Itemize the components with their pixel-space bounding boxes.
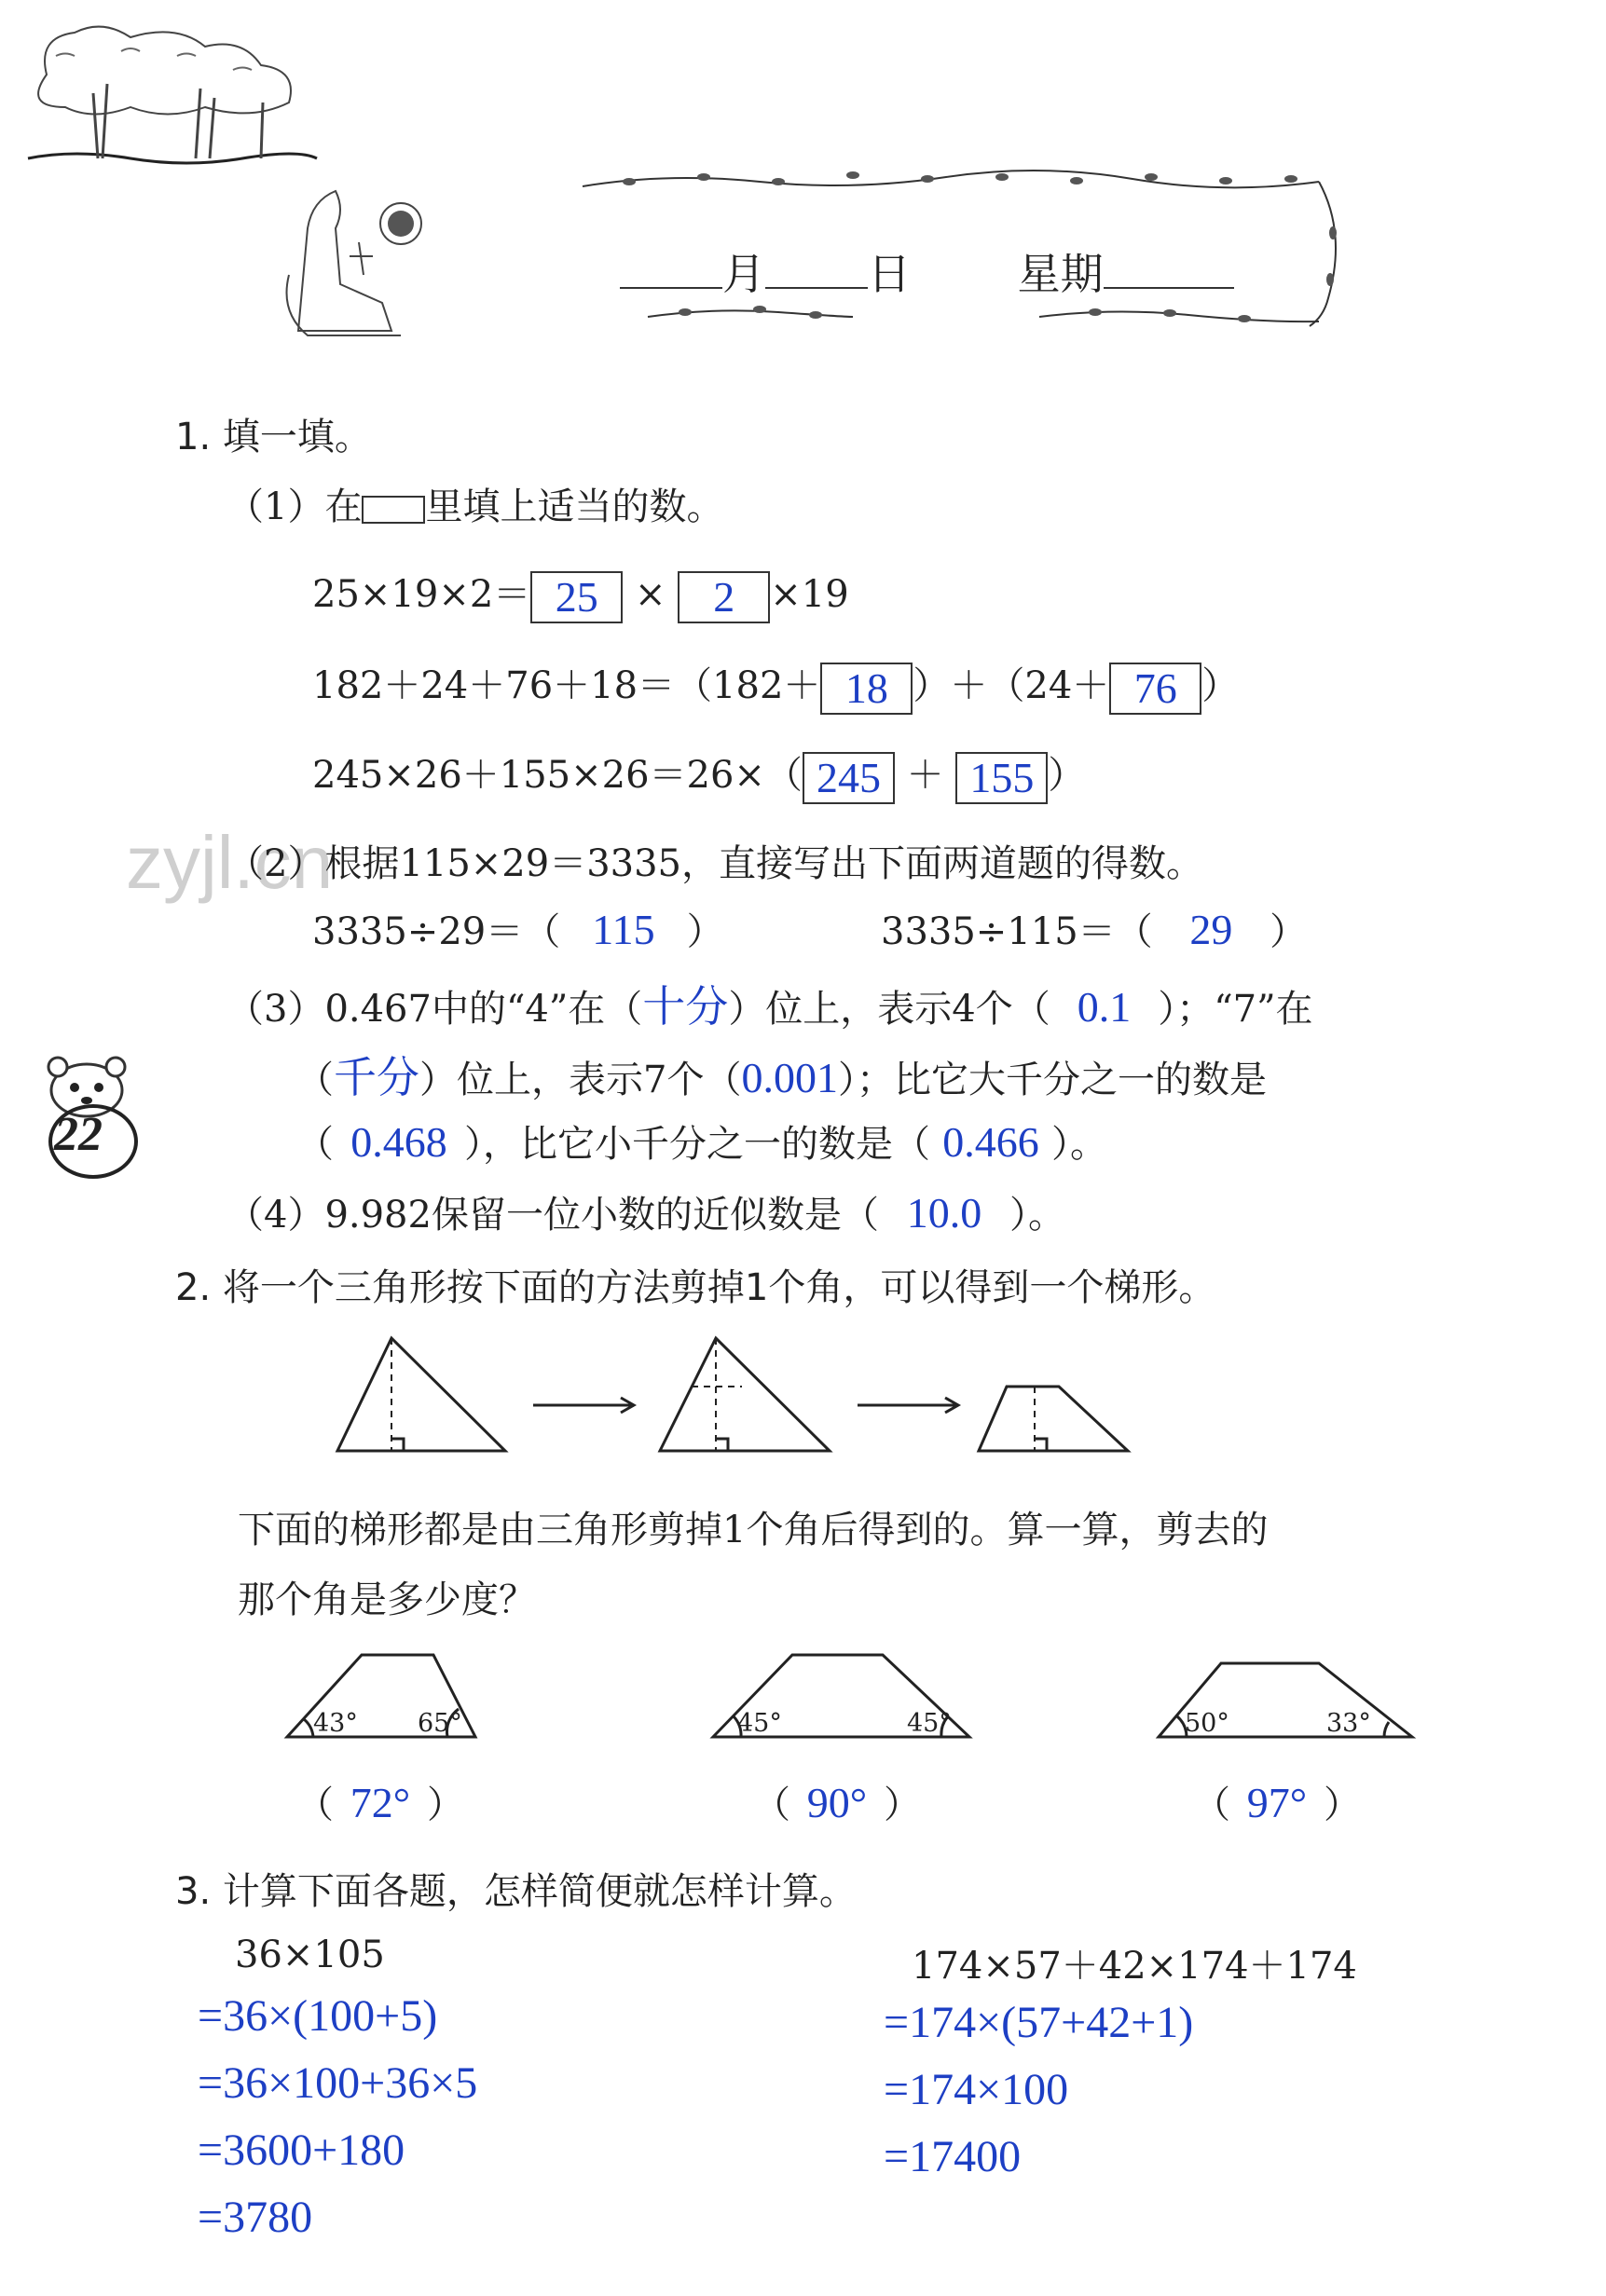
answer-text: 90° bbox=[806, 1779, 868, 1826]
answer-text: 0.466 bbox=[942, 1118, 1039, 1166]
q1-p2-label: （2）根据115×29＝3335，直接写出下面两道题的得数。 bbox=[226, 842, 1204, 885]
angle-label: 43° bbox=[313, 1709, 358, 1738]
q1-p3-line2: （千分）位上，表示7个（0.001）；比它大千分之一的数是 bbox=[296, 1054, 1267, 1101]
weekday-label: 星期 bbox=[1017, 249, 1104, 299]
answer-box[interactable]: 155 bbox=[955, 752, 1048, 804]
q1-p3-line3: （ 0.468 ），比它小千分之一的数是（ 0.466 ）。 bbox=[296, 1118, 1107, 1166]
calc-step: =36×(100+5) bbox=[198, 1991, 438, 2041]
empty-box-icon bbox=[362, 496, 425, 524]
trees-illustration bbox=[19, 19, 317, 177]
answer-text: 115 bbox=[592, 906, 655, 953]
angle-label: 50° bbox=[1185, 1709, 1229, 1738]
q3-left-problem: 36×105 bbox=[235, 1934, 385, 1976]
q2-desc-line1: 下面的梯形都是由三角形剪掉1个角后得到的。算一算，剪去的 bbox=[238, 1509, 1269, 1551]
giraffe-illustration bbox=[270, 172, 438, 340]
q1-p4: （4）9.982保留一位小数的近似数是（ 10.0 ）。 bbox=[226, 1189, 1065, 1237]
q1-eq1: 25×19×2＝ 25 × 2 ×19 bbox=[312, 565, 849, 623]
q1-eq2: 182＋24＋76＋18＝（182＋ 18 ）＋（24＋ 76 ） bbox=[312, 656, 1239, 715]
answer-box[interactable]: 18 bbox=[820, 663, 913, 715]
q1-p2-right: 3335÷115＝（ 29 ） bbox=[881, 906, 1308, 953]
q2-desc-line2: 那个角是多少度？ bbox=[238, 1578, 536, 1621]
answer-text: 10.0 bbox=[906, 1189, 982, 1237]
calc-step: =3780 bbox=[198, 2193, 313, 2242]
angle-label: 45° bbox=[737, 1709, 782, 1738]
answer-text: 0.001 bbox=[741, 1054, 838, 1101]
trapezoid-2 bbox=[704, 1649, 974, 1742]
q3-title: 3. 计算下面各题，怎样简便就怎样计算。 bbox=[175, 1870, 857, 1913]
q3-right-problem: 174×57＋42×174＋174 bbox=[912, 1945, 1357, 1988]
angle-label: 33° bbox=[1326, 1709, 1371, 1738]
day-label: 日 bbox=[868, 249, 911, 299]
q1-eq3: 245×26＋155×26＝26×（ 245 ＋ 155 ） bbox=[312, 745, 1085, 804]
answer-box[interactable]: 76 bbox=[1109, 663, 1201, 715]
trap1-answer: （ 72° ） bbox=[296, 1779, 464, 1826]
answer-text: 0.1 bbox=[1077, 983, 1132, 1031]
q1-title: 1. 填一填。 bbox=[175, 416, 372, 458]
answer-text: 千分 bbox=[334, 1054, 419, 1101]
trap3-answer: （ 97° ） bbox=[1193, 1779, 1361, 1826]
date-line bbox=[620, 240, 1234, 302]
q3-left-steps bbox=[198, 1983, 477, 2251]
q1-p3-line1: （3）0.467中的“4”在（十分）位上，表示4个（ 0.1 ）；“7”在 bbox=[226, 983, 1313, 1031]
q1-p1-label: （1）在 里填上适当的数。 bbox=[226, 485, 724, 528]
answer-box[interactable]: 2 bbox=[678, 571, 770, 623]
answer-text: 97° bbox=[1246, 1779, 1308, 1826]
cut-triangle-diagram bbox=[326, 1332, 1146, 1463]
angle-label: 65° bbox=[418, 1709, 462, 1738]
q1-p2-left: 3335÷29＝（ 115 ） bbox=[312, 906, 724, 953]
trapezoid-3 bbox=[1151, 1649, 1417, 1742]
angle-label: 45° bbox=[907, 1709, 952, 1738]
q3-right-steps bbox=[884, 1989, 1193, 2191]
q2-title: 2. 将一个三角形按下面的方法剪掉1个角，可以得到一个梯形。 bbox=[175, 1266, 1216, 1309]
answer-box[interactable]: 245 bbox=[803, 752, 895, 804]
calc-step: =174×100 bbox=[884, 2065, 1069, 2114]
calc-step: =3600+180 bbox=[198, 2125, 405, 2175]
watermark: zyjl.cn bbox=[126, 821, 334, 904]
answer-text: 0.468 bbox=[350, 1118, 447, 1166]
page-number: 22 bbox=[54, 1108, 103, 1161]
calc-step: =17400 bbox=[884, 2132, 1022, 2181]
month-label: 月 bbox=[722, 249, 765, 299]
trap2-answer: （ 90° ） bbox=[753, 1779, 921, 1826]
calc-step: =36×100+36×5 bbox=[198, 2058, 478, 2108]
answer-text: 29 bbox=[1189, 906, 1233, 953]
answer-text: 72° bbox=[350, 1779, 411, 1826]
answer-text: 十分 bbox=[642, 983, 729, 1031]
answer-box[interactable]: 25 bbox=[530, 571, 623, 623]
trapezoid-1 bbox=[280, 1649, 485, 1742]
calc-step: =174×(57+42+1) bbox=[884, 1998, 1194, 2047]
